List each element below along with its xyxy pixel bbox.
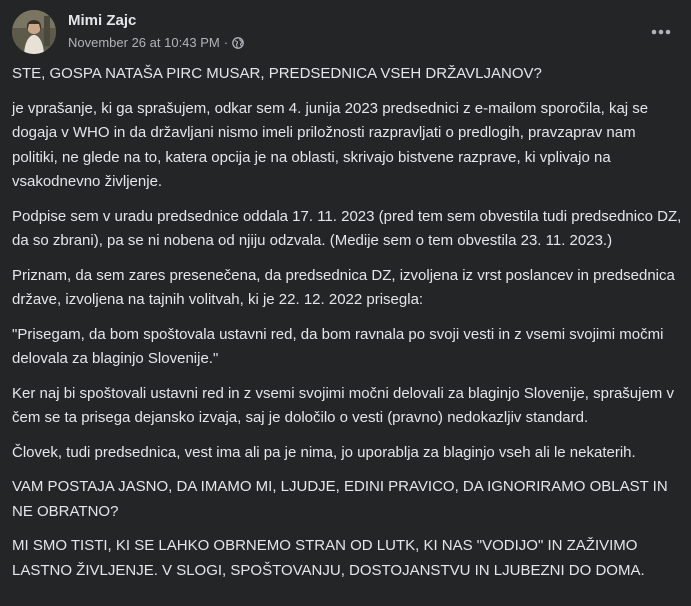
post-body [12, 62, 684, 593]
meta-separator: · [223, 35, 229, 50]
avatar[interactable] [12, 10, 56, 54]
post-paragraph: Človek, tudi predsednica, vest ima ali pa je nima, jo uporablja za blaginjo vseh ali le nekaterih. [12, 443, 636, 461]
post-paragraph: je vprašanje, ki ga sprašujem, odkar sem 4. junija 2023 predsednici z e-mailom sporočila, kaj se dogaja v WHO in da državljani nismo imeli priložnosti razpravljati o predlogih, pravzaprav nam politiki, ne glede na to, katera opcija je na oblasti, skrivajo bistvene razprave, ki vplivajo na vsakodnevno življenje. [12, 99, 649, 190]
avatar-photo [12, 10, 56, 54]
post-paragraph: STE, GOSPA NATAŠA PIRC MUSAR, PREDSEDNICA VSEH DRŽAVLJANOV? [12, 65, 542, 82]
post-timestamp[interactable]: November 26 at 10:43 PM [68, 35, 220, 50]
post-paragraph: Priznam, da sem zares presenečena, da predsednica DZ, izvoljena iz vrst poslancev in predsednica države, izvoljena na tajnih volitvah, ki je 22. 12. 2022 prisegla: [12, 266, 675, 308]
post-paragraph: MI SMO TISTI, KI SE LAHKO OBRNEMO STRAN OD LUTK, KI NAS "VODIJO" IN ZAŽIVIMO LASTNO ŽIVLJENJE. V SLOGI, SPOŠTOVANJU, DOSTOJANSTVU IN LJUBEZNI DO DOMA. [12, 537, 645, 579]
more-horizontal-icon [651, 29, 671, 35]
post-meta [68, 35, 244, 50]
post-paragraph: Podpise sem v uradu predsednice oddala 17. 11. 2023 (pred tem sem obvestila tudi predsednico DZ, da so zbrani), pa se ni nobena od njiju odzvala. (Medije sem o tem obvestila 23. 11. 2023.) [12, 207, 682, 249]
author-name[interactable]: Mimi Zajc [68, 12, 137, 29]
globe-icon[interactable] [232, 37, 244, 49]
post-paragraph: Ker naj bi spoštovali ustavni red in z vsemi svojimi močni delovali za blaginjo Slovenije, sprašujem v čem se ta prisega dejansko izvaja, saj je določilo o vesti (pravno) nedokazljiv standard. [12, 384, 674, 426]
post-paragraph: "Prisegam, da bom spoštovala ustavni red, da bom ravnala po svoji vesti in z vsemi svojimi močmi delovala za blaginjo Slovenije." [12, 325, 664, 367]
post-header [12, 8, 679, 58]
more-options-button[interactable] [643, 14, 679, 50]
post-paragraph: VAM POSTAJA JASNO, DA IMAMO MI, LJUDJE, EDINI PRAVICO, DA IGNORIRAMO OBLAST IN NE OBRATNO? [12, 478, 668, 520]
